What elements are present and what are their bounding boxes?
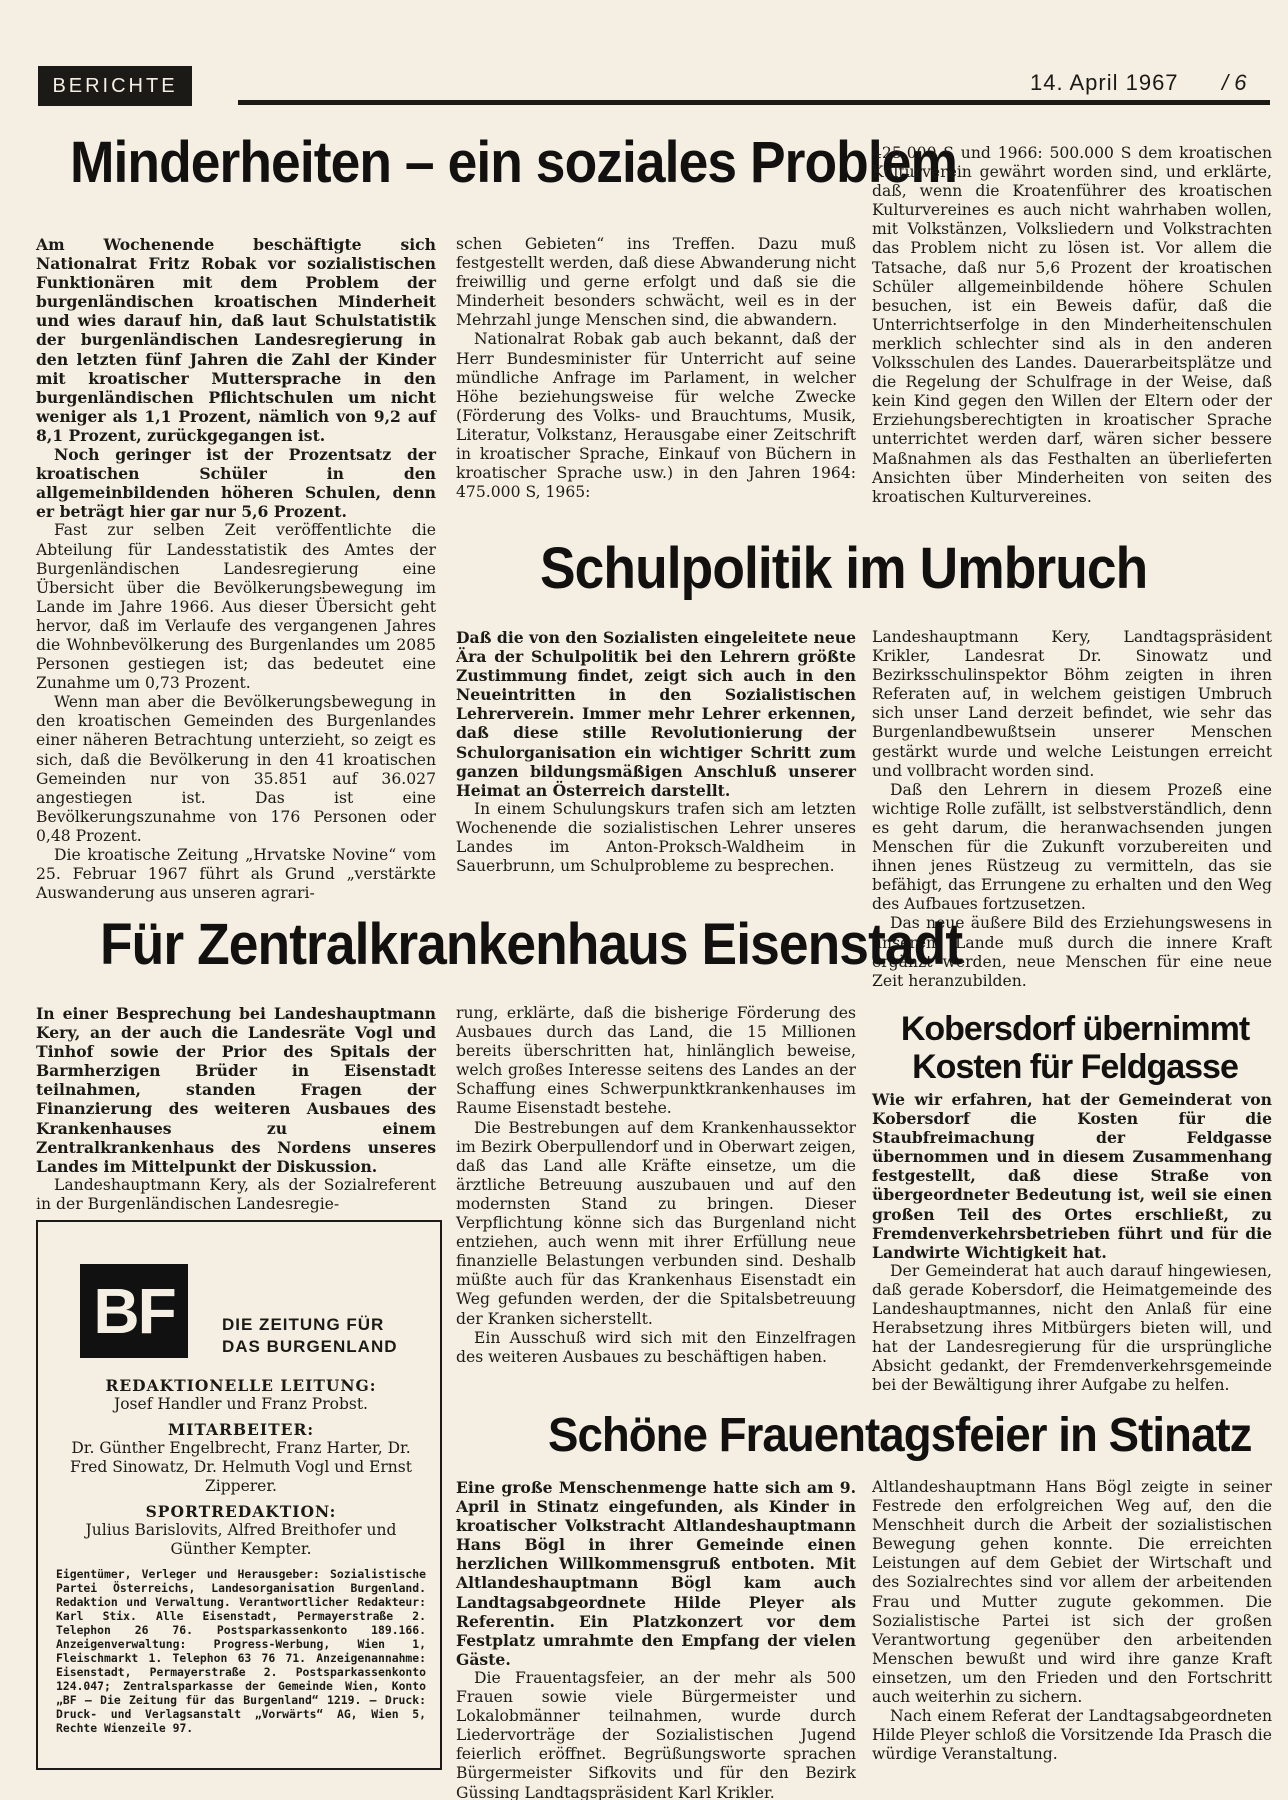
header-rule [238, 100, 1270, 105]
paragraph: In einer Besprechung bei Landeshauptmann Kery, an der auch die Landesräte Vogl und Tinhof sowie der Prior des Spitals der Barmherzigen Brüder in Eisenstadt teilnahmen, standen Fragen der Finanzierung des weiteren Ausbaues des Krankenhauses zu einem Zentralkrankenhaus des Nordens unseres Landes im Mittelpunkt der Diskussion. [36, 1004, 436, 1176]
frauentag-column-2 [872, 1478, 1272, 1778]
paragraph: Der Gemeinderat hat auch darauf hingewiesen, daß gerade Kobersdorf, die Heimatgemeinde des Landeshauptmannes, nicht den Anlaß für eine Herabsetzung ihres Mitbürgers bieten will, und hat der Landesregierung für die ursprüngliche Absicht gedankt, der Fremdenverkehrsgemeinde bei der Bewältigung ihrer Aufgabe zu helfen. [872, 1261, 1272, 1395]
minderheiten-column-3 [872, 144, 1272, 514]
paragraph: Die Bestrebungen auf dem Krankenhaussektor im Bezirk Oberpullendorf und in Oberwart zeigen, daß das Land alle Kräfte einsetze, um die ärztliche Betreuung auszubauen und auf den modernsten Stand zu bringen. Dieser Verpflichtung könne sich das Burgenland nicht entziehen, auch wenn mit ihrer Erfüllung neue finanzielle Belastungen verbunden sind. Deshalb müßte auch für das Krankenhaus Eisenstadt ein Weg gefunden werden, der die Spitalsbetreuung der Kranken sicherstellt. [456, 1118, 856, 1328]
paragraph: Landeshauptmann Kery, als der Sozialreferent in der Burgenländischen Landesregie- [36, 1175, 436, 1213]
page-number: / 6 [1222, 70, 1247, 95]
frauentag-column-1 [456, 1478, 856, 1800]
newspaper-title-line: DIE ZEITUNG FÜR [222, 1315, 385, 1334]
bf-logo: BF [80, 1264, 188, 1358]
impressum-fine-print: Eigentümer, Verleger und Herausgeber: Sozialistische Partei Österreichs, Landesorganisation Burgenland. Redaktion und Verwaltung. Verantwortlicher Redakteur: Karl Stix. Alle Eisenstadt, Permayerstraße 2. Telephon 26 76. Postsparkassenkonto 189.166. Anzeigenverwaltung: Progress-Werbung, Wien 1, Fleischmarkt 1. Telephon 63 76 71. Anzeigenannahme: Eisenstadt, Permayerstraße 2. Postsparkassenkonto 124.047; Zentralsparkasse der Gemeinde Wien, Konto „BF – Die Zeitung für das Burgenland“ 1219. – Druck: Druck- und Verlagsanstalt „Vorwärts“ AG, Wien 5, Rechte Wienzeile 97. [56, 1567, 426, 1735]
paragraph: Daß den Lehrern in diesem Prozeß eine wichtige Rolle zufällt, ist selbstverständlich, denn es geht darum, die heranwachsenden jungen Menschen für die Zukunft vorzubereiten und ihnen jenes Rüstzeug zu vermitteln, das sie befähigt, das Errungene zu erhalten und den Weg des Aufbaues fortzusetzen. [872, 780, 1272, 914]
kobersdorf-column [872, 1090, 1272, 1400]
impressum-box [36, 1220, 442, 1770]
impressum-heading: SPORTREDAKTION: [145, 1502, 337, 1521]
headline-krankenhaus: Für Zentralkrankenhaus Eisenstadt [100, 912, 963, 977]
paragraph: Eine große Menschenmenge hatte sich am 9. April in Stinatz eingefunden, als Kinder in kroatischer Volkstracht Altlandeshauptmann Hans Bögl in ihrer Gemeinde einen herzlichen Willkommensgruß entboten. Mit Altlandeshauptmann Bögl kam auch Landtagsabgeordnete Hilde Pleyer als Referentin. Ein Platzkonzert vor dem Festplatz umrahmte den Empfang der vielen Gäste. [456, 1478, 856, 1669]
minderheiten-column-1 [36, 235, 436, 903]
paragraph: Die Frauentagsfeier, an der mehr als 500 Frauen sowie viele Bürgermeister und Lokalobmänner teilnahmen, wurde durch Liedervorträge der Sozialistischen Jugend feierlich eröffnet. Begrüßungsworte sprachen Bürgermeister Sifkovits und für den Bezirk Güssing Landtagspräsident Karl Krikler. [456, 1668, 856, 1800]
paragraph: Am Wochenende beschäftigte sich Nationalrat Fritz Robak vor sozialistischen Funktionären mit dem Problem der burgenländischen kroatischen Minderheit und wies darauf hin, daß laut Schulstatistik der burgenländischen Landesregierung in den letzten fünf Jahren die Zahl der Kinder mit kroatischer Muttersprache in den burgenländischen Pflichtschulen um nicht weniger als 1,1 Prozent, nämlich von 9,2 auf 8,1 Prozent, zurückgegangen ist. [36, 235, 436, 445]
impressum-text: Julius Barislovits, Alfred Breithofer und Günther Kempter. [85, 1521, 397, 1558]
headline-kobersdorf: Kobersdorf übernimmt Kosten für Feldgasse [900, 1010, 1250, 1087]
paragraph: Wenn man aber die Bevölkerungsbewegung in den kroatischen Gemeinden des Burgenlandes einer näheren Betrachtung unterzieht, so zeigt es sich, daß die Bevölkerung in den 41 kroatischen Gemeinden nur von 35.851 auf 36.027 angestiegen ist. Das ist eine Bevölkerungszunahme von 176 Personen oder 0,48 Prozent. [36, 693, 436, 845]
paragraph: rung, erklärte, daß die bisherige Förderung des Ausbaues durch das Land, die 15 Millionen bereits überschritten hat, hinlänglich beweise, welch großes Interesse seitens des Landes an der Schaffung eines Schwerpunktkrankenhauses im Raume Eisenstadt bestehe. [456, 1004, 856, 1118]
impressum-text: Dr. Günther Engelbrecht, Franz Harter, Dr. Fred Sinowatz, Dr. Helmuth Vogl und Ernst Zipperer. [70, 1439, 412, 1495]
krankenhaus-column-2 [456, 1004, 856, 1384]
section-tag: BERICHTE [38, 66, 192, 106]
paragraph: Daß die von den Sozialisten eingeleitete neue Ära der Schulpolitik bei den Lehrern größte Zustimmung findet, zeigt sich auch in den Neueintritten in den Sozialistischen Lehrerverein. Immer mehr Lehrer erkennen, daß diese stille Revolutionierung der Schulorganisation ein wichtiger Schritt zum ganzen bildungsmäßigen Anschluß unserer Heimat an Österreich darstellt. [456, 628, 856, 800]
headline-frauentag: Schöne Frauentagsfeier in Stinatz [548, 1409, 1252, 1462]
paragraph: Nationalrat Robak gab auch bekannt, daß der Herr Bundesminister für Unterricht auf seine mündliche Anfrage im Parlament, in welcher Höhe beziehungsweise für welche Zwecke (Förderung des Volks- und Brauchtums, Musik, Literatur, Volkstanz, Herausgabe einer Zeitschrift in kroatischer Sprache, Einkauf von Büchern in kroatischer Sprache usw.) in den Jahren 1964: 475.000 S, 1965: [456, 330, 856, 502]
paragraph: Fast zur selben Zeit veröffentlichte die Abteilung für Landesstatistik des Amtes der Burgenländischen Landesregierung eine Übersicht über die Bevölkerungsbewegung im Lande im Jahre 1966. Aus dieser Übersicht geht hervor, daß im Verlaufe des vergangenen Jahres die Wohnbevölkerung des Burgenlandes um 2085 Personen gestiegen ist; das bedeutet eine Zunahme um 0,73 Prozent. [36, 521, 436, 693]
paragraph: Noch geringer ist der Prozentsatz der kroatischen Schüler in den allgemeinbildenden höheren Schulen, denn er beträgt hier gar nur 5,6 Prozent. [36, 445, 436, 522]
impressum-heading: MITARBEITER: [167, 1420, 315, 1439]
schulpolitik-column-1 [456, 628, 856, 888]
newspaper-title-line: DAS BURGENLAND [222, 1337, 398, 1356]
paragraph: Die kroatische Zeitung „Hrvatske Novine“ vom 25. Februar 1967 führt als Grund „verstärkte Auswanderung aus unseren agrari- [36, 846, 436, 903]
paragraph: Landeshauptmann Kery, Landtagspräsident Krikler, Landesrat Dr. Sinowatz und Bezirksschulinspektor Böhm zeigten in ihren Referaten auf, in welchem geistigen Umbruch sich unser Land derzeit befindet, wie sehr das Burgenlandbewußtsein unserer Menschen gestärkt wurde und welche Leistungen erreicht und vollbracht worden sind. [872, 628, 1272, 780]
impressum-heading: REDAKTIONELLE LEITUNG: [105, 1376, 377, 1395]
paragraph: In einem Schulungskurs trafen sich am letzten Wochenende die sozialistischen Lehrer unseres Landes im Anton-Proksch-Waldheim in Sauerbrunn, um Schulprobleme zu besprechen. [456, 799, 856, 876]
minderheiten-column-2 [456, 235, 856, 525]
paragraph: Altlandeshauptmann Hans Bögl zeigte in seiner Festrede den erfolgreichen Weg auf, den die Menschheit durch die Arbeit der sozialistischen Bewegung gehen konnte. Die erreichten Leistungen auf dem Gebiet der Wirtschaft und des Sozialrechtes sind vor allem der arbeitenden Frau und Mutter zugute gekommen. Die Sozialistische Partei ist sich der großen Verantwortung gegenüber den arbeitenden Menschen bewußt und wird ihre ganze Kraft einsetzen, um den Frieden und den Fortschritt auch weiterhin zu sichern. [872, 1478, 1272, 1707]
paragraph: Nach einem Referat der Landtagsabgeordneten Hilde Pleyer schloß die Vorsitzende Ida Prasch die würdige Veranstaltung. [872, 1707, 1272, 1764]
krankenhaus-column-1 [36, 1004, 436, 1213]
paragraph: Das neue äußere Bild des Erziehungswesens in unserem Lande muß durch die innere Kraft ergänzt werden, neue Menschen für eine neue Zeit heranzubilden. [872, 914, 1272, 990]
headline-minderheiten: Minderheiten – ein soziales Problem [70, 130, 958, 195]
paragraph: Wie wir erfahren, hat der Gemeinderat von Kobersdorf die Kosten für die Staubfreimachung der Feldgasse übernommen und in diesem Zusammenhang festgestellt, daß diese Straße von übergeordneter Bedeutung ist, weil sie einen großen Teil des Ortes erschließt, zu Fremdenverkehrsbetrieben führt und für die Landwirte Wichtigkeit hat. [872, 1090, 1272, 1262]
paragraph: Ein Ausschuß wird sich mit den Einzelfragen des weiteren Ausbaues zu beschäftigen haben. [456, 1328, 856, 1366]
issue-date: 14. April 1967 [1030, 70, 1179, 95]
impressum-body [56, 1370, 426, 1735]
headline-schulpolitik: Schulpolitik im Umbruch [540, 536, 1148, 601]
newspaper-title [222, 1314, 398, 1358]
paragraph: 425.000 S und 1966: 500.000 S dem kroatischen Kulturverein gewährt worden sind, und erklärte, daß, wenn die Kroatenführer des kroatischen Kulturvereines es auch nicht wahrhaben wollen, mit Volkstänzen, Volksliedern und Volkstrachten das Problem nicht zu lösen ist. Vor allem die Tatsache, daß nur 5,6 Prozent der kroatischen Schüler allgemeinbildende höhere Schulen besuchen, ist ein Beweis dafür, daß die Unterrichtserfolge in den Minderheitenschulen merklich schlechter sind als in den anderen Volksschulen des Landes. Dauerarbeitsplätze und die Regelung der Schulfrage in der Weise, daß kein Kind gegen den Willen der Eltern oder der Erziehungsberechtigten in kroatischer Sprache unterrichtet werden darf, wären sicher bessere Maßnahmen als das Festhalten an überlieferten Ansichten über Minderheiten von seiten des kroatischen Kulturvereines. [872, 144, 1272, 506]
paragraph: schen Gebieten“ ins Treffen. Dazu muß festgestellt werden, daß diese Abwanderung nicht freiwillig und gerne erfolgt und daß sie die Minderheit besonders schwächt, weil es in der Mehrzahl junge Menschen sind, die abwandern. [456, 235, 856, 330]
impressum-text: Josef Handler und Franz Probst. [114, 1395, 368, 1413]
